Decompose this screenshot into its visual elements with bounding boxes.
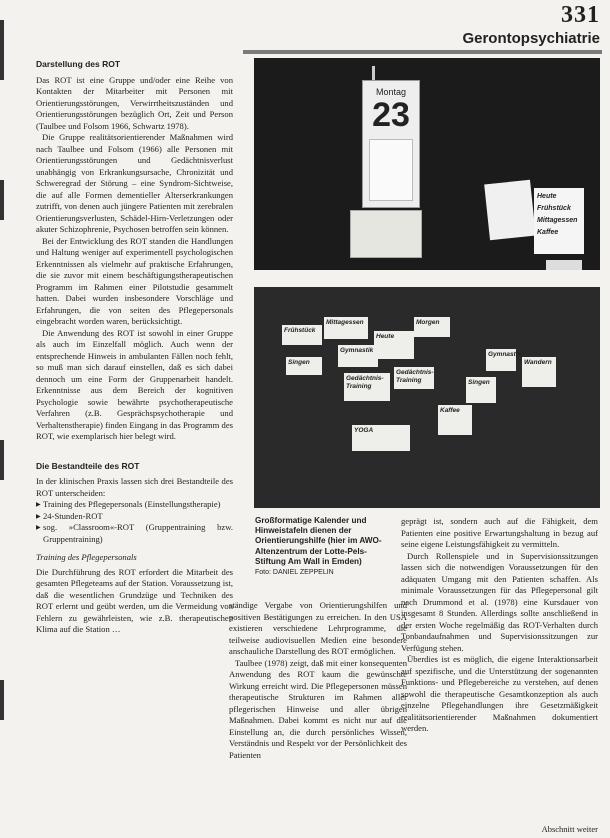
pinboard-card: Mittagessen <box>324 317 368 339</box>
paragraph: Die Gruppe realitätsorientierender Maßnahmen wird nach Taulbee und Folsom (1966) alle Personen mit Orientierungsstörungen und Gedächtnisverlust unabhängig von Erkrankungsursache, Chronizität und Schweregrad der Störung – eine Syndrom-Sichtweise, die auf alle Formen dementieller Alterserkrankungen zutrifft, von denen auch jüngere Patienten mit zerebralen Orientierungsverlusten, Schädel-Hirn-Verletzungen oder akuter Schizophrenie, Psychosen betroffen sein können. <box>36 132 233 234</box>
paragraph: Die Anwendung des ROT ist sowohl in einer Gruppe als auch im Einzelfall möglich. Auch wenn der entsprechende Hinweis in ambulanten Fällen noch fehlt, so muß man sich darauf einstellen, daß es sich dabei dennoch um eine Form der Gruppenarbeit handelt. Erkenntnisse aus dem Bereich der kognitiven Psychologie sowie bewährte psychotherapeutische Verfahren (z.B. Gesprächspsychotherapie und Verhaltenstherapie) finden Eingang in das Programm des ROT, wie exemplarisch hier belegt wird. <box>36 327 233 441</box>
pinboard-card: Wandern <box>522 357 556 387</box>
middle-column <box>229 600 407 761</box>
paragraph: geprägt ist, sondern auch auf die Fähigkeit, dem Patienten eine positive Erwartungshaltung in bezug auf seine eigene Leistungsfähigkeit zu vermitteln. <box>401 516 598 549</box>
pinboard-card: YOGA <box>352 425 410 451</box>
left-column <box>36 57 233 636</box>
photo-calendar <box>254 58 600 270</box>
running-head: Gerontopsychiatrie <box>462 30 600 47</box>
pinboard-card: Gymnastik <box>486 349 516 371</box>
continued-note: Abschnitt weiter <box>541 824 598 834</box>
paragraph: Taulbee (1978) zeigt, daß mit einer konsequenten Anwendung des ROT kaum die gewünschte Wirkung erreicht wird. Die Pflegepersonen müssen therapeutische Strukturen im Rahmen aller pflegerischen Hinweise und aller übrigen Maßnahmen. Dabei kommt es nicht nur auf die Einstellung an, die durch persönliches Wissen, Verständnis und Respekt vor der Persönlichkeit des Patienten <box>229 657 407 760</box>
binder-mark <box>0 440 4 480</box>
binder-mark <box>0 20 4 80</box>
pinboard-card: Morgen <box>414 317 450 337</box>
activity-sign <box>534 188 584 254</box>
pinboard-card: Singen <box>466 377 496 403</box>
page-number: 331 <box>561 2 600 28</box>
card-strip <box>546 260 582 270</box>
paragraph: Bei der Entwicklung des ROT standen die Handlungen und Haltung weniger auf experimentell psychologischen Erkenntnissen als vielmehr auf praktische Erfahrungen, die sie zuvor mit einem beschäftigungstherapeutischen Programm im Rahmen einer Pilotstudie gesammelt hatten. Dabei wurden insbesondere Vorschläge und Erfahrungen, die von seiten des Pflegepersonals eingebracht worden waren, berücksichtigt. <box>36 235 233 326</box>
binder-mark <box>0 680 4 720</box>
list-item: ▶ 24-Stunden-ROT <box>36 511 233 523</box>
list-item: ▶ sog. »Classroom«-ROT (Gruppentraining bzw. Gruppentraining) <box>36 522 233 545</box>
pinboard-card: Frühstück <box>282 325 322 345</box>
subheading: Training des Pflegepersonals <box>36 552 137 562</box>
calendar-notes <box>369 139 413 201</box>
bullet-list <box>36 499 233 545</box>
pinboard-card: Gedächtnis-Training <box>344 373 390 401</box>
pinboard-card: Heute <box>374 331 414 359</box>
paragraph: Durch Rollenspiele und in Supervisionssitzungen lassen sich die notwendigen Voraussetzungen für den adäquaten Umgang mit den Patienten schaffen. Als minimale Voraussetzungen für das Pflegepersonal gilt nach Drummond et al. (1978) eine Kursdauer von insgesamt 8 Stunden. Allerdings sollte anschließend in der ersten Woche regelmäßig das ROT-Verhalten durch Tonbandaufnahmen und Supervisionssitzungen zur Verfügung stehen. <box>401 550 598 653</box>
sign-line: Kaffee <box>537 229 559 236</box>
calendar-weekday: Montag <box>375 87 407 97</box>
right-column <box>401 516 598 735</box>
tissue-box <box>350 210 422 258</box>
calendar-day: 23 <box>372 96 410 134</box>
pinboard-card: Gedächtnis-Training <box>394 367 434 389</box>
pinboard-card: Gymnastik <box>338 345 378 367</box>
photo-pinboard <box>254 287 600 508</box>
sign-line: Frühstück <box>537 205 571 212</box>
sign-line: Mittagessen <box>537 217 578 224</box>
sign-line: Heute <box>537 193 557 200</box>
pinboard-card: Kaffee <box>438 405 472 435</box>
binder-mark <box>0 180 4 220</box>
wall-calendar <box>362 80 420 208</box>
paragraph: ständige Vergabe von Orientierungshilfen und positiven Bestätigungen zu erreichen. In den USA existieren verschiedene Lehrprogramme, die teilweise audiovisuellen Medien eine besondere anschauliche Darstellung des ROT ermöglichen. <box>229 600 407 656</box>
photo-caption <box>255 516 390 578</box>
section-title: Die Bestandteile des ROT <box>36 460 140 471</box>
list-item: ▶ Training des Pflegepersonals (Einstellungstherapie) <box>36 499 233 511</box>
paragraph: Das ROT ist eine Gruppe und/oder eine Reihe von Kontakten der Mitarbeiter mit Personen mit Orientierungsstörungen, Verwirrtheitszuständen und Orientierungsstörungen bezüglich Ort, Zeit und Person (Taulbee und Folsom 1966, Schwartz 1978). <box>36 74 233 131</box>
pinboard-card: Singen <box>286 357 322 375</box>
note-card <box>484 180 536 241</box>
paragraph: In der klinischen Praxis lassen sich drei Bestandteile des ROT unterscheiden: <box>36 476 233 498</box>
section-title: Darstellung des ROT <box>36 59 121 69</box>
photo-credit: Foto: DANIEL ZEPPELIN <box>255 569 334 577</box>
caption-text: Großformatige Kalender und Hinweistafeln dienen der Orientierungshilfe (hier im AWO-Altenzentrum der Lotte-Pels-Stiftung Am Wall in Emden) <box>255 516 382 566</box>
paragraph: Die Durchführung des ROT erfordert die Mitarbeit des gesamten Pflegeteams auf der Station. Voraussetzung ist, daß die wesentlichen Grundzüge und Techniken des ROT erlernt und geübt werden, um die Vermeidung von Fehlern zu gewährleisten, wie z.B. therapeutischen Klima auf die Station … <box>36 566 233 634</box>
paragraph: Überdies ist es möglich, die eigene Interaktionsarbeit auf spezifische, und die Unterstützung der sogenannten Funktions- und Pflegebereiche zu verstehen, auf denen sowohl die therapeutische Gesamtkonzeption als auch einzelne Pflegehandlungen ihre Gesetzmäßigkeit realitätsorientierender Maßnahmen dokumentiert werden. <box>401 654 598 733</box>
header-rule <box>243 50 602 54</box>
